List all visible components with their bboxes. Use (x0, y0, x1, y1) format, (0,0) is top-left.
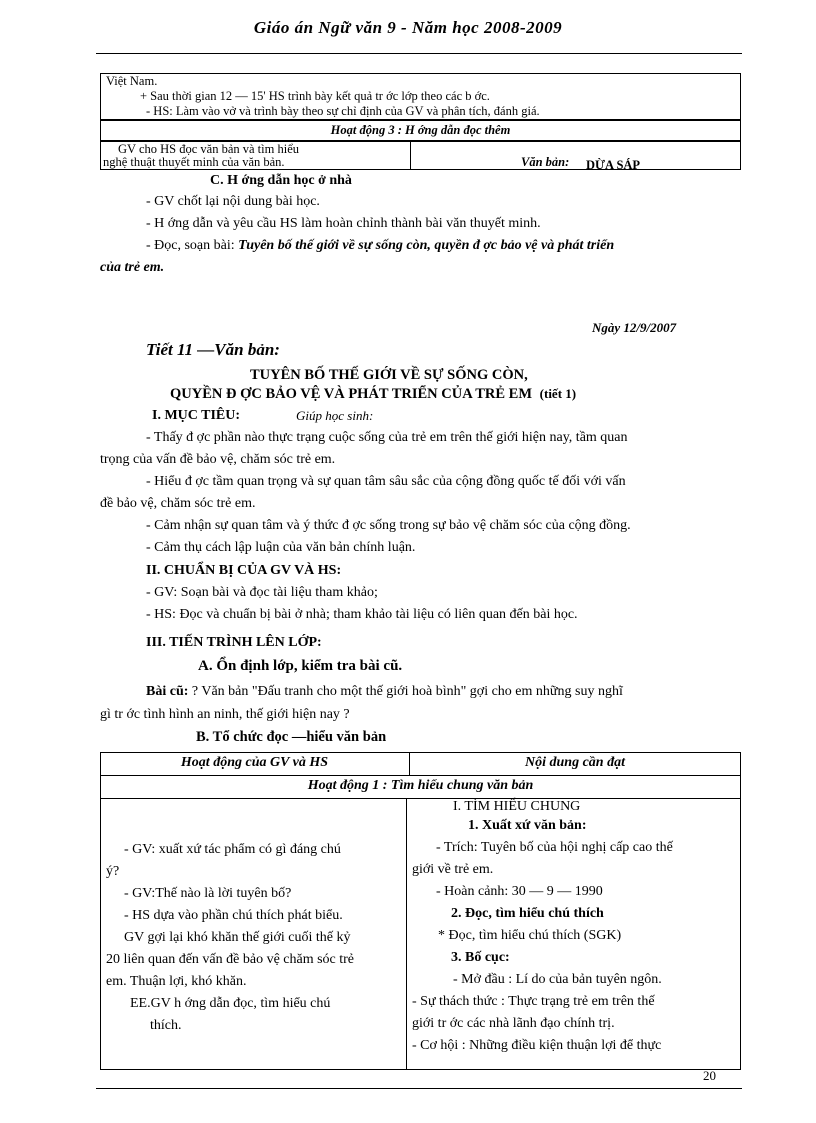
table-col2-header: Nội dung cần đạt (525, 755, 625, 770)
old-lesson-text: ? Văn bản "Đấu tranh cho một thế giới hoà bình" gợi cho em những suy nghĩ (191, 684, 623, 699)
table-divider-body (406, 798, 407, 1070)
right-line-8a: - Sự thách thức : Thực trạng trẻ em trên thế (412, 994, 655, 1009)
table-col1-header: Hoạt động của GV và HS (180, 755, 329, 770)
right-line-9: - Cơ hội : Những điều kiện thuận lợi để thực (412, 1038, 662, 1053)
table-rule-1 (100, 775, 741, 776)
activity3-left-line1: GV cho HS đọc văn bản và tìm hiểu (118, 142, 299, 156)
top-box-line3: - HS: Làm vào vở và trình bày theo sự chỉ định của GV và phân tích, đánh giá. (146, 104, 540, 118)
objective-3: - Cảm nhận sự quan tâm và ý thức đ ợc sống trong sự bảo vệ chăm sóc của cộng đồng. (146, 518, 631, 533)
objective-1b: trọng của vấn đề bảo vệ, chăm sóc trẻ em. (100, 452, 336, 467)
right-line-1: 1. Xuất xứ văn bản: (468, 818, 587, 833)
objective-2b: đề bảo vệ, chăm sóc trẻ em. (100, 496, 256, 511)
activity3-right-value: DỪA SÁP (586, 158, 641, 172)
left-line-1b: ý? (106, 864, 120, 879)
homework-item3-title: Tuyên bố thế giới về sự sống còn, quyền đ ợc bảo vệ và phát triển (238, 238, 615, 253)
preparation-item1: - GV: Soạn bài và đọc tài liệu tham khảo; (146, 585, 378, 600)
left-line-5b: thích. (150, 1018, 182, 1033)
left-line-2: - GV:Thế nào là lời tuyên bố? (124, 886, 292, 901)
left-line-4b: 20 liên quan đến vấn đề bảo vệ chăm sóc trẻ (106, 952, 355, 967)
lesson-title-line1: TUYÊN BỐ THẾ GIỚI VỀ SỰ SỐNG CÒN, (250, 367, 528, 383)
homework-item2: - H ớng dẫn và yêu cầu HS làm hoàn chỉnh thành bài văn thuyết minh. (146, 216, 541, 231)
objectives-sub: Giúp học sinh: (296, 408, 374, 423)
header-rule (96, 53, 742, 54)
activity3-title: Hoạt động 3 : H ớng dẫn đọc thêm (330, 123, 511, 137)
lesson-label: Tiết 11 —Văn bản: (146, 340, 280, 359)
preparation-heading: II. CHUẨN BỊ CỦA GV VÀ HS: (146, 563, 342, 578)
process-a: A. Ổn định lớp, kiểm tra bài cũ. (198, 658, 403, 674)
right-line-5: * Đọc, tìm hiểu chú thích (SGK) (438, 928, 622, 943)
homework-heading: C. H ớng dẫn học ở nhà (210, 173, 352, 188)
top-box-line2: + Sau thời gian 12 — 15' HS trình bày kết quả tr ớc lớp theo các b ớc. (140, 89, 490, 103)
right-heading: I. TÌM HIỂU CHUNG (453, 799, 581, 814)
activity3-right-label: Văn bản: (521, 155, 570, 169)
activity3-right-cell (410, 141, 741, 170)
left-line-1a: - GV: xuất xứ tác phẩm có gì đáng chú (124, 842, 341, 857)
footer-rule (96, 1088, 742, 1089)
objective-1a: - Thấy đ ợc phần nào thực trạng cuộc sống của trẻ em trên thế giới hiện nay, tầm quan (146, 430, 628, 445)
old-lesson-label: Bài cũ: (146, 684, 189, 699)
top-box-line1: Việt Nam. (106, 74, 158, 88)
lesson-part: (tiết 1) (539, 386, 577, 401)
right-line-7: - Mở đầu : Lí do của bản tuyên ngôn. (453, 972, 662, 987)
lesson-title-line2: QUYỀN Đ ỢC BẢO VỆ VÀ PHÁT TRIỂN CỦA TRẺ EM (170, 386, 533, 402)
old-lesson-text-cont: gì tr ớc tình hình an ninh, thế giới hiện nay ? (100, 707, 350, 722)
right-line-4: 2. Đọc, tìm hiểu chú thích (451, 906, 604, 921)
left-line-4c: em. Thuận lợi, khó khăn. (106, 974, 247, 989)
page-number: 20 (703, 1068, 716, 1083)
page-header-title: Giáo án Ngữ văn 9 - Năm học 2008-2009 (253, 18, 563, 37)
lesson-date: Ngày 12/9/2007 (592, 320, 677, 335)
table-rule-2 (100, 798, 741, 799)
objectives-heading: I. MỤC TIÊU: (152, 408, 241, 423)
right-line-3: - Hoàn cảnh: 30 — 9 — 1990 (436, 884, 603, 899)
right-line-2b: giới về trẻ em. (412, 862, 494, 877)
right-line-8b: giới tr ớc các nhà lãnh đạo chính trị. (412, 1016, 615, 1031)
process-b: B. Tổ chức đọc —hiểu văn bản (196, 729, 387, 745)
homework-item3-prefix: - Đọc, soạn bài: (146, 238, 235, 253)
left-line-3: - HS dựa vào phần chú thích phát biểu. (124, 908, 343, 923)
right-line-2a: - Trích: Tuyên bố của hội nghị cấp cao thế (436, 840, 673, 855)
activity3-left-line2: nghệ thuật thuyết minh của văn bản. (103, 155, 285, 169)
process-heading: III. TIẾN TRÌNH LÊN LỚP: (146, 635, 322, 650)
objective-2a: - Hiểu đ ợc tầm quan trọng và sự quan tâm sâu sắc của cộng đồng quốc tế đối với vấn (146, 474, 626, 489)
homework-item3-title-cont: của trẻ em. (100, 260, 165, 275)
left-line-5a: EE.GV h ớng dẫn đọc, tìm hiểu chú (130, 996, 331, 1011)
objective-4: - Cảm thụ cách lập luận của văn bản chính luận. (146, 540, 416, 555)
preparation-item2: - HS: Đọc và chuẩn bị bài ở nhà; tham khảo tài liệu có liên quan đến bài học. (146, 607, 578, 622)
right-line-6: 3. Bố cục: (451, 950, 510, 965)
homework-item1: - GV chốt lại nội dung bài học. (146, 194, 320, 209)
table-activity1-title: Hoạt động 1 : Tìm hiểu chung văn bản (307, 778, 534, 793)
left-line-4a: GV gợi lại khó khăn thế giới cuối thế kỷ (124, 930, 351, 945)
